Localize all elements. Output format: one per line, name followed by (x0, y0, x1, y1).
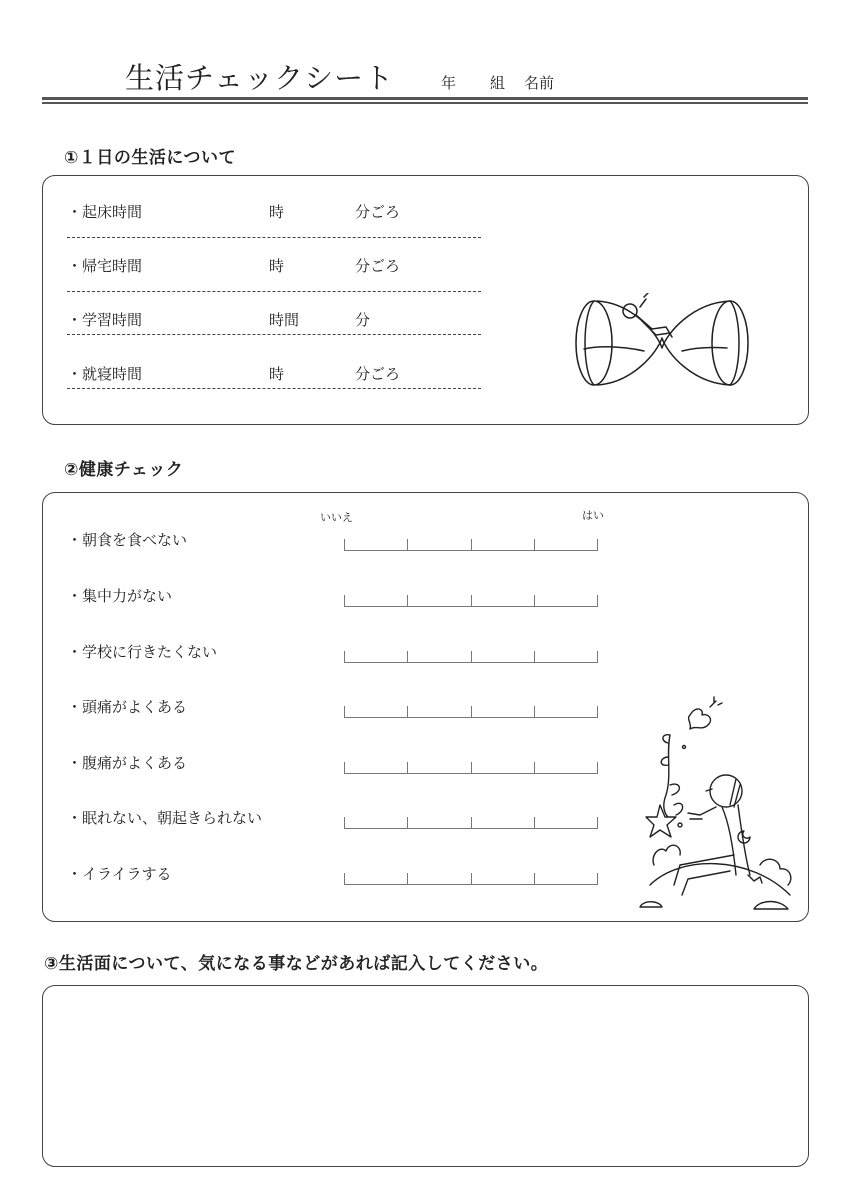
scale-tick-4[interactable] (534, 817, 535, 829)
section3-title: ③生活面について、気になる事などがあれば記入してください。 (44, 954, 549, 974)
scale-tick-1[interactable] (344, 873, 345, 885)
hourglass-person-icon (572, 293, 752, 393)
section1-answer-line[interactable] (67, 334, 481, 335)
scale-tick-5[interactable] (597, 706, 598, 718)
health-rating-scale[interactable] (344, 706, 597, 718)
scale-tick-1[interactable] (344, 539, 345, 551)
scale-tick-4[interactable] (534, 873, 535, 885)
health-item-label: ・頭痛がよくある (67, 698, 188, 716)
scale-tick-3[interactable] (471, 873, 472, 885)
year-label: 年 (441, 74, 457, 92)
section1-title: ①１日の生活について (64, 148, 237, 168)
section1-unit-hour: 時間 (269, 311, 300, 329)
section1-unit-minute: 分ごろ (355, 257, 401, 275)
scale-tick-4[interactable] (534, 595, 535, 607)
health-rating-scale[interactable] (344, 539, 597, 551)
section1-row-label: ・就寝時間 (67, 365, 143, 383)
scale-tick-2[interactable] (407, 762, 408, 774)
section1-unit-minute: 分 (355, 311, 371, 329)
scale-tick-3[interactable] (471, 817, 472, 829)
section1-unit-hour: 時 (269, 365, 285, 383)
scale-tick-5[interactable] (597, 873, 598, 885)
health-rating-scale[interactable] (344, 595, 597, 607)
health-rating-scale[interactable] (344, 651, 597, 663)
scale-tick-2[interactable] (407, 873, 408, 885)
section1-unit-hour: 時 (269, 203, 285, 221)
scale-tick-1[interactable] (344, 595, 345, 607)
section1-unit-hour: 時 (269, 257, 285, 275)
scale-tick-3[interactable] (471, 706, 472, 718)
scale-tick-5[interactable] (597, 762, 598, 774)
scale-no-label: いいえ (320, 511, 353, 524)
scale-tick-5[interactable] (597, 817, 598, 829)
scale-tick-5[interactable] (597, 595, 598, 607)
scale-tick-5[interactable] (597, 651, 598, 663)
boy-on-globe-icon (630, 695, 805, 917)
section3-answer-box[interactable] (42, 985, 809, 1167)
scale-tick-2[interactable] (407, 651, 408, 663)
section1-answer-line[interactable] (67, 237, 481, 238)
section1-row-label: ・起床時間 (67, 203, 143, 221)
health-item-label: ・眠れない、朝起きられない (67, 809, 263, 827)
section1-row-label: ・帰宅時間 (67, 257, 143, 275)
scale-tick-4[interactable] (534, 762, 535, 774)
section1-answer-line[interactable] (67, 388, 481, 389)
scale-tick-4[interactable] (534, 651, 535, 663)
health-item-label: ・学校に行きたくない (67, 643, 218, 661)
scale-tick-4[interactable] (534, 539, 535, 551)
scale-tick-3[interactable] (471, 595, 472, 607)
header-rule-thin (42, 102, 808, 104)
scale-tick-3[interactable] (471, 651, 472, 663)
section1-answer-line[interactable] (67, 291, 481, 292)
section1-unit-minute: 分ごろ (355, 203, 401, 221)
scale-tick-1[interactable] (344, 706, 345, 718)
name-label: 名前 (524, 74, 555, 92)
scale-tick-2[interactable] (407, 817, 408, 829)
health-rating-scale[interactable] (344, 873, 597, 885)
scale-tick-1[interactable] (344, 651, 345, 663)
scale-tick-3[interactable] (471, 762, 472, 774)
class-label: 組 (490, 74, 506, 92)
scale-tick-4[interactable] (534, 706, 535, 718)
scale-tick-2[interactable] (407, 539, 408, 551)
health-item-label: ・腹痛がよくある (67, 754, 188, 772)
scale-tick-2[interactable] (407, 706, 408, 718)
scale-tick-5[interactable] (597, 539, 598, 551)
health-item-label: ・朝食を食べない (67, 531, 188, 549)
health-rating-scale[interactable] (344, 817, 597, 829)
section1-unit-minute: 分ごろ (355, 365, 401, 383)
page-title: 生活チェックシート (125, 61, 395, 95)
scale-tick-1[interactable] (344, 762, 345, 774)
scale-tick-1[interactable] (344, 817, 345, 829)
health-item-label: ・イライラする (67, 865, 172, 883)
section2-title: ②健康チェック (64, 460, 184, 480)
health-item-label: ・集中力がない (67, 587, 173, 605)
header-rule-thick (42, 97, 808, 100)
health-rating-scale[interactable] (344, 762, 597, 774)
scale-tick-3[interactable] (471, 539, 472, 551)
scale-yes-label: はい (582, 509, 604, 522)
section1-row-label: ・学習時間 (67, 311, 143, 329)
scale-tick-2[interactable] (407, 595, 408, 607)
